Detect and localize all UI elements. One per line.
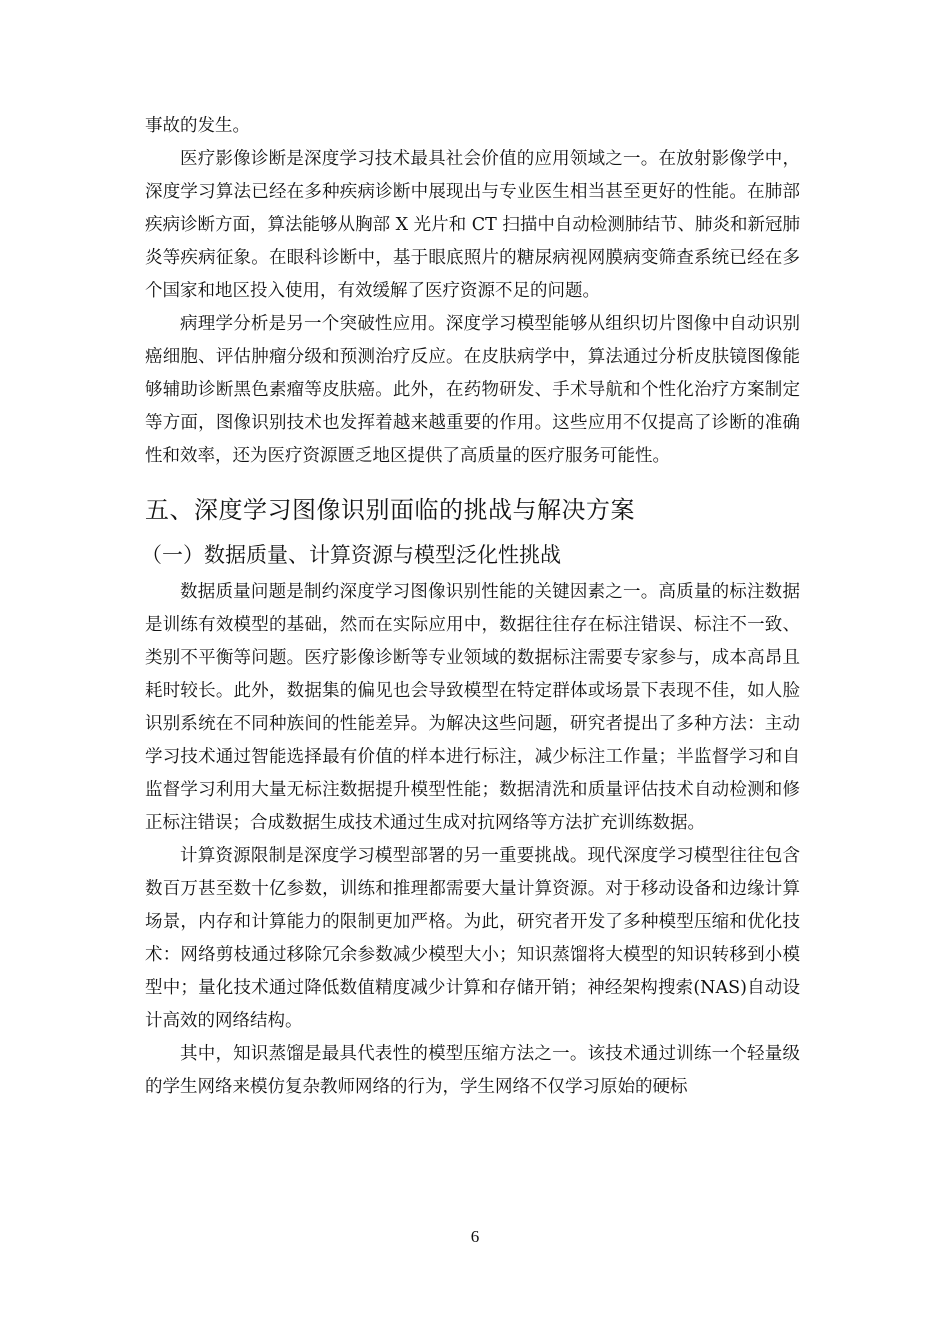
paragraph-compute-resources: 计算资源限制是深度学习模型部署的另一重要挑战。现代深度学习模型往往包含数百万甚至数十亿参数，训练和推理都需要大量计算资源。对于移动设备和边缘计算场景，内存和计算能力的限制更加严格。为此，研究者开发了多种模型压缩和优化技术：网络剪枝通过移除冗余参数减少模型大小；知识蒸馏将大模型的知识转移到小模型中；量化技术通过降低数值精度减少计算和存储开销；神经架构搜索(NAS)自动设计高效的网络结构。 — [145, 846, 800, 1031]
paragraph-continuation: 事故的发生。 — [145, 116, 250, 136]
paragraph-medical-imaging: 医疗影像诊断是深度学习技术最具社会价值的应用领域之一。在放射影像学中，深度学习算法已经在多种疾病诊断中展现出与专业医生相当甚至更好的性能。在肺部疾病诊断方面，算法能够从胸部 X 光片和 CT 扫描中自动检测肺结节、肺炎和新冠肺炎等疾病征象。在眼科诊断中，基于眼底照片的糖尿病视网膜病变筛查系统已经在多个国家和地区投入使用，有效缓解了医疗资源不足的问题。 — [145, 149, 800, 301]
paragraph-data-quality: 数据质量问题是制约深度学习图像识别性能的关键因素之一。高质量的标注数据是训练有效模型的基础，然而在实际应用中，数据往往存在标注错误、标注不一致、类别不平衡等问题。医疗影像诊断等专业领域的数据标注需要专家参与，成本高昂且耗时较长。此外，数据集的偏见也会导致模型在特定群体或场景下表现不佳，如人脸识别系统在不同种族间的性能差异。为解决这些问题，研究者提出了多种方法：主动学习技术通过智能选择最有价值的样本进行标注，减少标注工作量；半监督学习和自监督学习利用大量无标注数据提升模型性能；数据清洗和质量评估技术自动检测和修正标注错误；合成数据生成技术通过生成对抗网络等方法扩充训练数据。 — [145, 582, 800, 833]
paragraph-knowledge-distillation: 其中，知识蒸馏是最具代表性的模型压缩方法之一。该技术通过训练一个轻量级的学生网络来模仿复杂教师网络的行为，学生网络不仅学习原始的硬标 — [145, 1044, 800, 1097]
subsection-heading: （一）数据质量、计算资源与模型泛化性挑战 — [141, 543, 561, 567]
document-page — [141, 110, 800, 1104]
paragraph-pathology: 病理学分析是另一个突破性应用。深度学习模型能够从组织切片图像中自动识别癌细胞、评估肿瘤分级和预测治疗反应。在皮肤病学中，算法通过分析皮肤镜图像能够辅助诊断黑色素瘤等皮肤癌。此外，在药物研发、手术导航和个性化治疗方案制定等方面，图像识别技术也发挥着越来越重要的作用。这些应用不仅提高了诊断的准确性和效率，还为医疗资源匮乏地区提供了高质量的医疗服务可能性。 — [145, 314, 800, 466]
section-heading: 五、深度学习图像识别面临的挑战与解决方案 — [145, 496, 635, 524]
page-number: 6 — [470, 1227, 480, 1246]
